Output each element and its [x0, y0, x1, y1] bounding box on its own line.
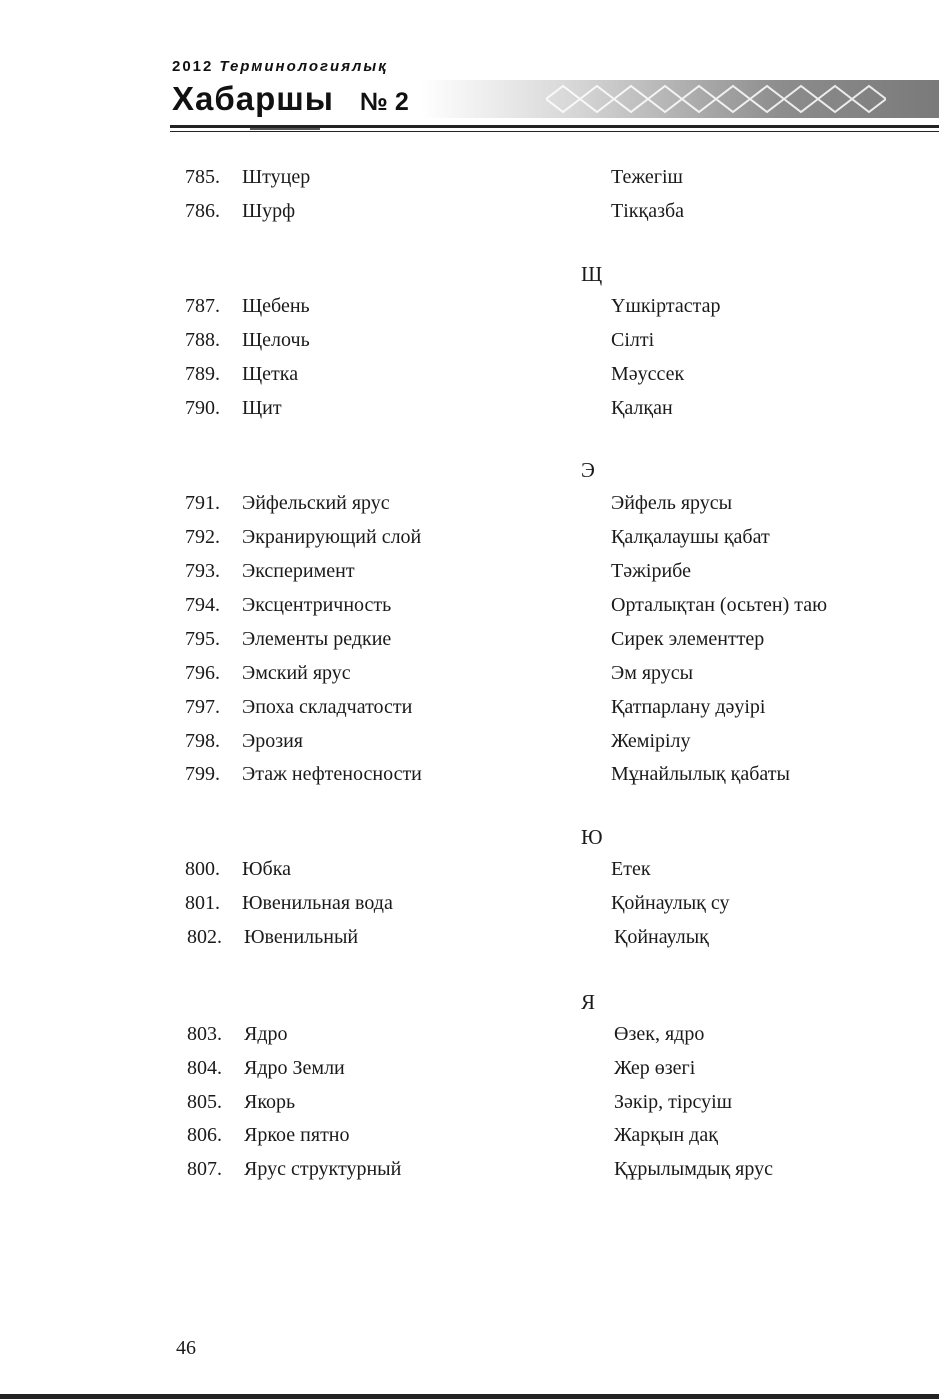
entry-number: 790.	[185, 397, 220, 419]
entry-number: 794.	[185, 594, 220, 616]
entry-number: 803.	[187, 1023, 222, 1045]
entry-russian-term: Эпоха складчатости	[242, 696, 413, 718]
entry-number: 787.	[185, 295, 220, 317]
header-issue: № 2	[360, 88, 409, 116]
entry-kazakh-term: Орталықтан (осьтен) таю	[611, 594, 828, 616]
entry-number: 785.	[185, 166, 220, 188]
entry-russian-term: Эксцентричность	[242, 594, 392, 616]
entry-russian-term: Юбка	[242, 858, 292, 880]
entry-number: 786.	[185, 200, 220, 222]
entry-kazakh-term: Эйфель ярусы	[611, 492, 733, 514]
entry-number: 807.	[187, 1158, 222, 1180]
entry-kazakh-term: Эм ярусы	[611, 662, 694, 684]
entry-number: 792.	[185, 526, 220, 548]
entry-kazakh-term: Жер өзегі	[614, 1057, 696, 1079]
entry-russian-term: Штуцер	[242, 166, 311, 188]
entry-russian-term: Щит	[242, 397, 282, 419]
entry-russian-term: Шурф	[242, 200, 296, 222]
entry-kazakh-term: Сирек элементтер	[611, 628, 765, 650]
entry-kazakh-term: Зәкір, тірсуіш	[614, 1091, 733, 1113]
entry-number: 797.	[185, 696, 220, 718]
entry-kazakh-term: Қатпарлану дәуірі	[611, 696, 766, 718]
entry-kazakh-term: Қойнаулық	[614, 926, 709, 948]
entry-russian-term: Ядро	[244, 1023, 288, 1045]
entry-kazakh-term: Тежегіш	[611, 166, 683, 188]
entry-number: 801.	[185, 892, 220, 914]
entry-russian-term: Якорь	[244, 1091, 296, 1113]
entry-number: 798.	[185, 730, 220, 752]
entry-russian-term: Щетка	[242, 363, 299, 385]
entry-number: 789.	[185, 363, 220, 385]
entry-russian-term: Эрозия	[242, 730, 304, 752]
entry-russian-term: Эмский ярус	[242, 662, 351, 684]
entry-kazakh-term: Жарқын дақ	[614, 1124, 718, 1146]
entry-russian-term: Экранирующий слой	[242, 526, 422, 548]
entry-number: 788.	[185, 329, 220, 351]
entry-number: 795.	[185, 628, 220, 650]
entry-kazakh-term: Жемірілу	[611, 730, 691, 752]
header-name: Хабаршы	[172, 80, 334, 117]
section-letter: Ю	[581, 825, 603, 849]
entry-kazakh-term: Үшкіртастар	[611, 295, 721, 317]
page-bottom-edge	[0, 1394, 939, 1399]
entry-number: 802.	[187, 926, 222, 948]
entry-kazakh-term: Өзек, ядро	[614, 1023, 705, 1045]
entry-russian-term: Щебень	[242, 295, 310, 317]
header-journal: Терминологиялық	[219, 58, 388, 75]
entry-kazakh-term: Етек	[611, 858, 651, 880]
entry-kazakh-term: Қалқалаушы қабат	[611, 526, 770, 548]
entry-number: 796.	[185, 662, 220, 684]
section-letter: Я	[581, 990, 596, 1014]
entry-russian-term: Ювенильная вода	[242, 892, 393, 914]
entry-kazakh-term: Құрылымдық ярус	[614, 1158, 773, 1180]
header-top	[172, 58, 388, 75]
entry-number: 805.	[187, 1091, 222, 1113]
entry-kazakh-term: Тікқазба	[611, 200, 685, 222]
section-letter: Э	[581, 458, 595, 482]
entry-number: 804.	[187, 1057, 222, 1079]
entry-kazakh-term: Мұнайлылық қабаты	[611, 763, 790, 785]
entry-kazakh-term: Мәуссек	[611, 363, 685, 385]
entry-number: 799.	[185, 763, 220, 785]
entry-kazakh-term: Қойнаулық су	[611, 892, 730, 914]
entry-russian-term: Эйфельский ярус	[242, 492, 390, 514]
header-year: 2012	[172, 58, 214, 75]
entry-kazakh-term: Сілті	[611, 329, 655, 351]
entry-number: 793.	[185, 560, 220, 582]
entry-russian-term: Ювенильный	[244, 926, 359, 948]
header-rule-thin	[170, 131, 939, 132]
page-number: 46	[176, 1337, 196, 1359]
entry-russian-term: Этаж нефтеносности	[242, 763, 422, 785]
entry-kazakh-term: Тәжірибе	[611, 560, 691, 582]
ornament-icon	[546, 82, 886, 116]
entry-russian-term: Яркое пятно	[244, 1124, 350, 1146]
section-letter: Щ	[581, 262, 603, 286]
entry-russian-term: Эксперимент	[242, 560, 355, 582]
header-rule-accent	[250, 128, 320, 130]
entry-russian-term: Ярус структурный	[244, 1158, 402, 1180]
entry-russian-term: Щелочь	[242, 329, 310, 351]
entry-number: 800.	[185, 858, 220, 880]
entry-kazakh-term: Қалқан	[611, 397, 673, 419]
entry-russian-term: Ядро Земли	[244, 1057, 345, 1079]
entry-russian-term: Элементы редкие	[242, 628, 392, 650]
entry-number: 791.	[185, 492, 220, 514]
entry-number: 806.	[187, 1124, 222, 1146]
